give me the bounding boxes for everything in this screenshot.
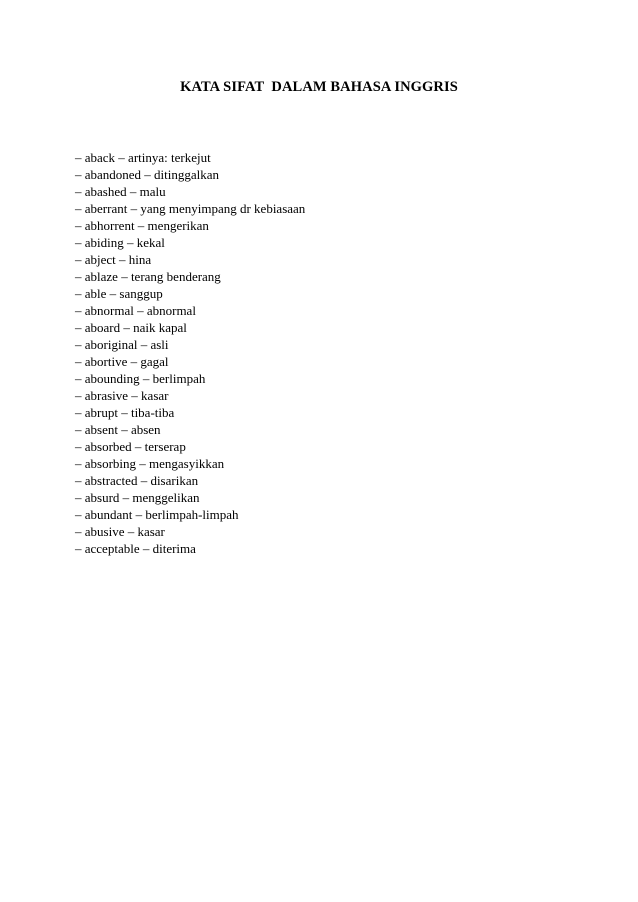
list-item: – able – sanggup [75,286,163,301]
adjective-list [75,149,305,557]
list-item: – absurd – menggelikan [75,490,200,505]
list-item: – ablaze – terang benderang [75,269,221,284]
list-item: – abstracted – disarikan [75,473,199,488]
list-item: – abiding – kekal [75,235,165,250]
list-item: – abandoned – ditinggalkan [75,167,220,182]
list-item: – abhorrent – mengerikan [75,218,209,233]
list-item: – abrasive – kasar [75,388,169,403]
list-item: – aboard – naik kapal [75,320,187,335]
list-item: – abrupt – tiba-tiba [75,405,175,420]
list-item: – abnormal – abnormal [75,303,196,318]
list-item: – absorbing – mengasyikkan [75,456,225,471]
list-item: – acceptable – diterima [75,541,196,556]
list-item: – aberrant – yang menyimpang dr kebiasaan [75,201,306,216]
list-item: – absorbed – terserap [75,439,186,454]
list-item: – abortive – gagal [75,354,169,369]
list-item: – abundant – berlimpah-limpah [75,507,239,522]
list-item: – aboriginal – asli [75,337,169,352]
list-item: – abject – hina [75,252,152,267]
list-item: – abusive – kasar [75,524,165,539]
list-item: – abashed – malu [75,184,166,199]
list-item: – absent – absen [75,422,161,437]
list-item: – abounding – berlimpah [75,371,206,386]
list-item: – aback – artinya: terkejut [75,150,211,165]
document-title: KATA SIFAT DALAM BAHASA INGGRIS [180,79,458,95]
